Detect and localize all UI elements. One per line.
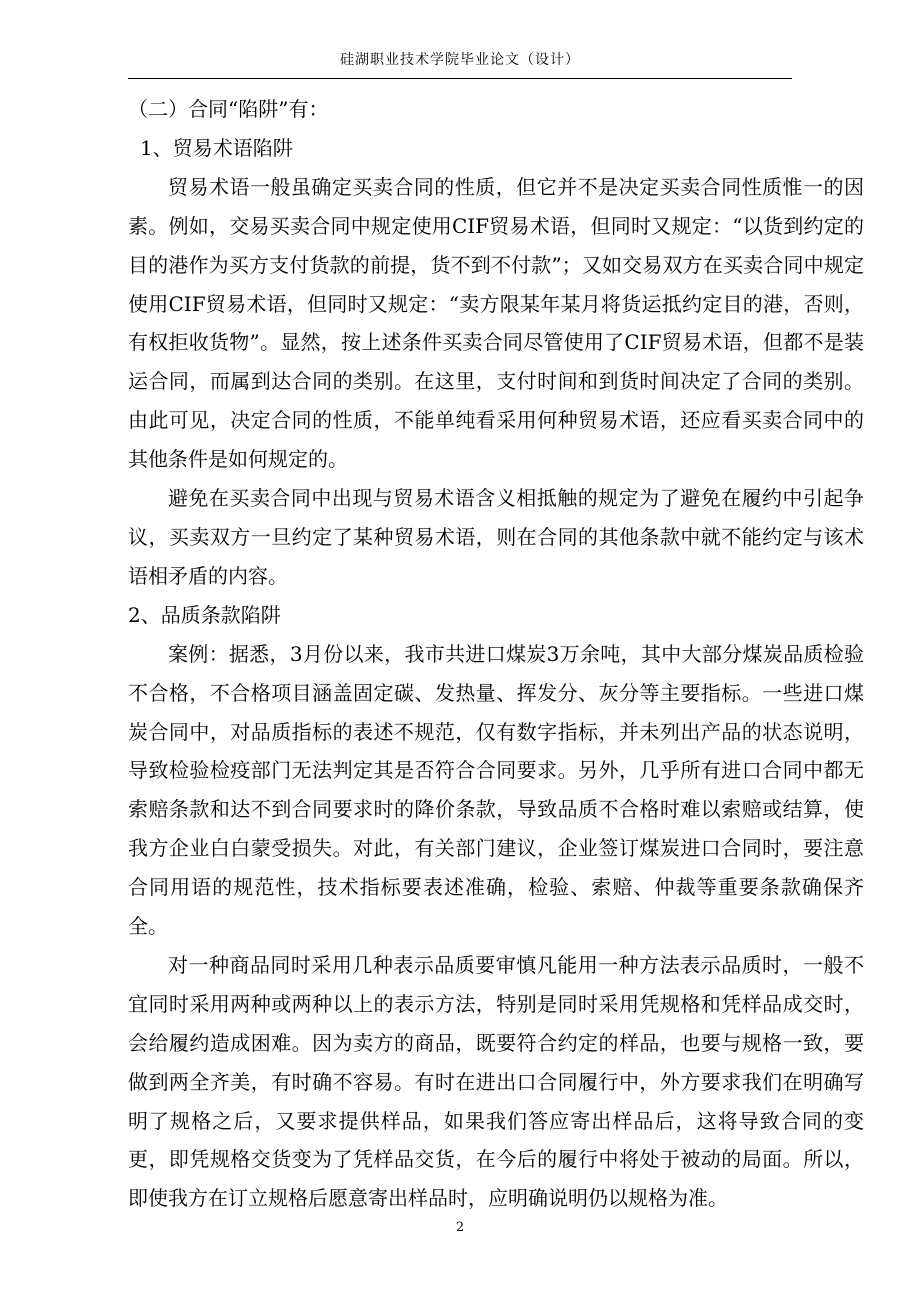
page-number: 2 xyxy=(455,1220,465,1235)
paragraph-case-study: 案例：据悉，3月份以来，我市共进口煤炭3万余吨，其中大部分煤炭品质检验不合格，不合格项目涵盖固定碳、发热量、挥发分、灰分等主要指标。一些进口煤炭合同中，对品质指标的表述不规范，仅有数字指标，并未列出产品的状态说明，导致检验检疫部门无法判定其是否符合合同要求。另外，几乎所有进口合同中都无索赔条款和达不到合同要求时的降价条款，导致品质不合格时难以索赔或结算，使我方企业白白蒙受损失。对此，有关部门建议，企业签订煤炭进口合同时，要注意合同用语的规范性，技术指标要表述准确，检验、索赔、仲裁等重要条款确保齐全。 xyxy=(128,641,864,939)
running-header: 硅湖职业技术学院毕业论文（设计） xyxy=(340,52,580,68)
paragraph-quality-methods: 对一种商品同时采用几种表示品质要审慎凡能用一种方法表示品质时，一般不宜同时采用两种或两种以上的表示方法，特别是同时采用凭规格和凭样品成交时，会给履约造成困难。因为卖方的商品，既要符合约定的样品，也要与规格一致，要做到两全齐美，有时确不容易。有时在进出口合同履行中，外方要求我们在明确写明了规格之后，又要求提供样品，如果我们答应寄出样品后，这将导致合同的变更，即凭规格交货变为了凭样品交货，在今后的履行中将处于被动的局面。所以，即使我方在订立规格后愿意寄出样品时，应明确说明仍以规格为准。 xyxy=(128,952,864,1211)
subsection-heading-trade-terms: 1、贸易术语陷阱 xyxy=(140,135,293,160)
section-heading: （二）合同“陷阱”有： xyxy=(128,97,329,121)
paragraph-trade-terms: 贸易术语一般虽确定买卖合同的性质，但它并不是决定买卖合同性质惟一的因素。例如，交易买卖合同中规定使用CIF贸易术语，但同时又规定：“以货到约定的目的港作为买方支付货款的前提，货不到不付款”；又如交易双方在买卖合同中规定使用CIF贸易术语，但同时又规定：“卖方限某年某月将货运抵约定目的港，否则，有权拒收货物”。显然，按上述条件买卖合同尽管使用了CIF贸易术语，但都不是装运合同，而属到达合同的类别。在这里，支付时间和到货时间决定了合同的类别。由此可见，决定合同的性质，不能单纯看采用何种贸易术语，还应看买卖合同中的其他条件是如何规定的。 xyxy=(128,174,864,472)
subsection-heading-quality-clause: 2、品质条款陷阱 xyxy=(128,602,281,627)
header-divider xyxy=(128,78,792,79)
paragraph-avoid-conflict: 避免在买卖合同中出现与贸易术语含义相抵触的规定为了避免在履约中引起争议，买卖双方一旦约定了某种贸易术语，则在合同的其他条款中就不能约定与该术语相矛盾的内容。 xyxy=(128,486,864,588)
body-content xyxy=(128,90,864,1218)
